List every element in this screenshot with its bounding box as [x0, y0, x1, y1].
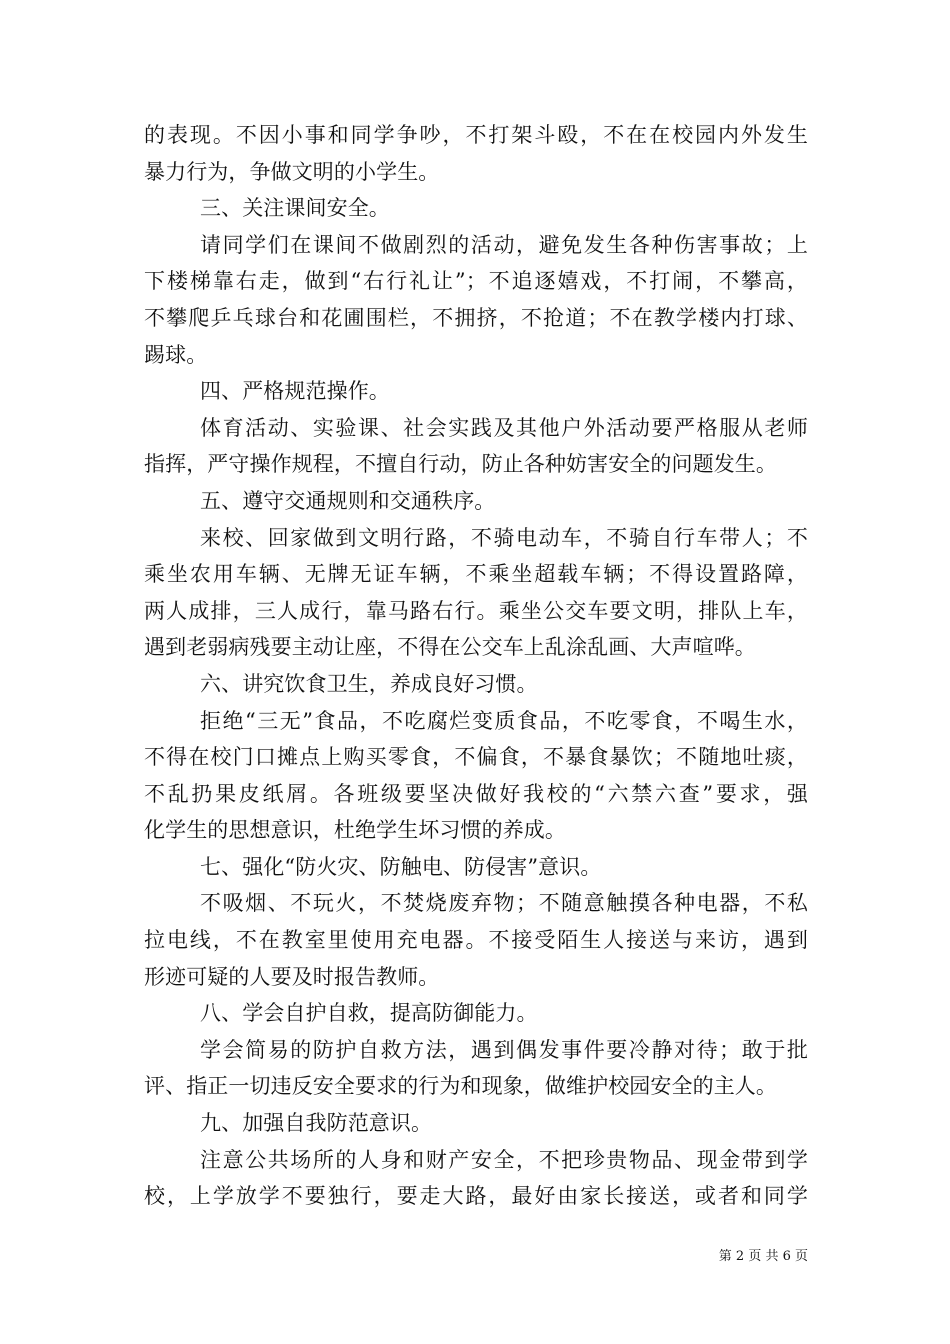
text-line: 下楼梯靠右走，做到“右行礼让”；不追逐嬉戏，不打闹，不攀高， [144, 269, 808, 294]
text-line: 乘坐农用车辆、无牌无证车辆，不乘坐超载车辆；不得设置路障， [144, 562, 808, 587]
text-line: 不攀爬乒乓球台和花圃围栏，不拥挤，不抢道；不在教学楼内打球、 [144, 305, 808, 330]
text-line: 拒绝“三无”食品，不吃腐烂变质食品，不吃零食，不喝生水， [200, 708, 808, 733]
text-line: 拉电线，不在教室里使用充电器。不接受陌生人接送与来访，遇到 [144, 928, 808, 953]
text-line: 四、严格规范操作。 [200, 379, 390, 404]
text-line: 评、指正一切违反安全要求的行为和现象，做维护校园安全的主人。 [144, 1074, 777, 1099]
text-line: 来校、回家做到文明行路，不骑电动车，不骑自行车带人；不 [200, 525, 808, 550]
text-line: 暴力行为，争做文明的小学生。 [144, 159, 440, 184]
text-line: 两人成排，三人成行，靠马路右行。乘坐公交车要文明，排队上车， [144, 598, 808, 623]
text-line: 形迹可疑的人要及时报告教师。 [144, 964, 440, 989]
text-line: 踢球。 [144, 342, 208, 367]
text-line: 不乱扔果皮纸屑。各班级要坚决做好我校的“六禁六查”要求，强 [144, 781, 808, 806]
text-line: 学会简易的防护自救方法，遇到偶发事件要冷静对待；敢于批 [200, 1037, 808, 1062]
text-line: 注意公共场所的人身和财产安全，不把珍贵物品、现金带到学 [200, 1147, 808, 1172]
text-line: 化学生的思想意识，杜绝学生坏习惯的养成。 [144, 818, 566, 843]
text-line: 五、遵守交通规则和交通秩序。 [200, 488, 496, 513]
text-line: 三、关注课间安全。 [200, 196, 390, 221]
text-line: 校，上学放学不要独行，要走大路，最好由家长接送，或者和同学 [144, 1184, 808, 1209]
text-line: 遇到老弱病残要主动让座，不得在公交车上乱涂乱画、大声喧哗。 [144, 635, 756, 660]
text-line: 九、加强自我防范意识。 [200, 1111, 433, 1136]
text-line: 体育活动、实验课、社会实践及其他户外活动要严格服从老师 [200, 415, 808, 440]
text-line: 指挥，严守操作规程，不擅自行动，防止各种妨害安全的问题发生。 [144, 452, 777, 477]
text-line: 请同学们在课间不做剧烈的活动，避免发生各种伤害事故；上 [200, 232, 808, 257]
text-line: 七、强化“防火灾、防触电、防侵害”意识。 [200, 854, 602, 879]
text-line: 不吸烟、不玩火，不焚烧废弃物；不随意触摸各种电器，不私 [200, 891, 808, 916]
page-number-footer: 第 2 页 共 6 页 [718, 1249, 808, 1264]
text-line: 八、学会自护自救，提高防御能力。 [200, 1001, 538, 1026]
text-line: 不得在校门口摊点上购买零食，不偏食，不暴食暴饮；不随地吐痰， [144, 745, 808, 770]
text-line: 的表现。不因小事和同学争吵，不打架斗殴，不在在校园内外发生 [144, 123, 808, 147]
text-line: 六、讲究饮食卫生，养成良好习惯。 [200, 671, 538, 696]
document-body [144, 117, 808, 1215]
